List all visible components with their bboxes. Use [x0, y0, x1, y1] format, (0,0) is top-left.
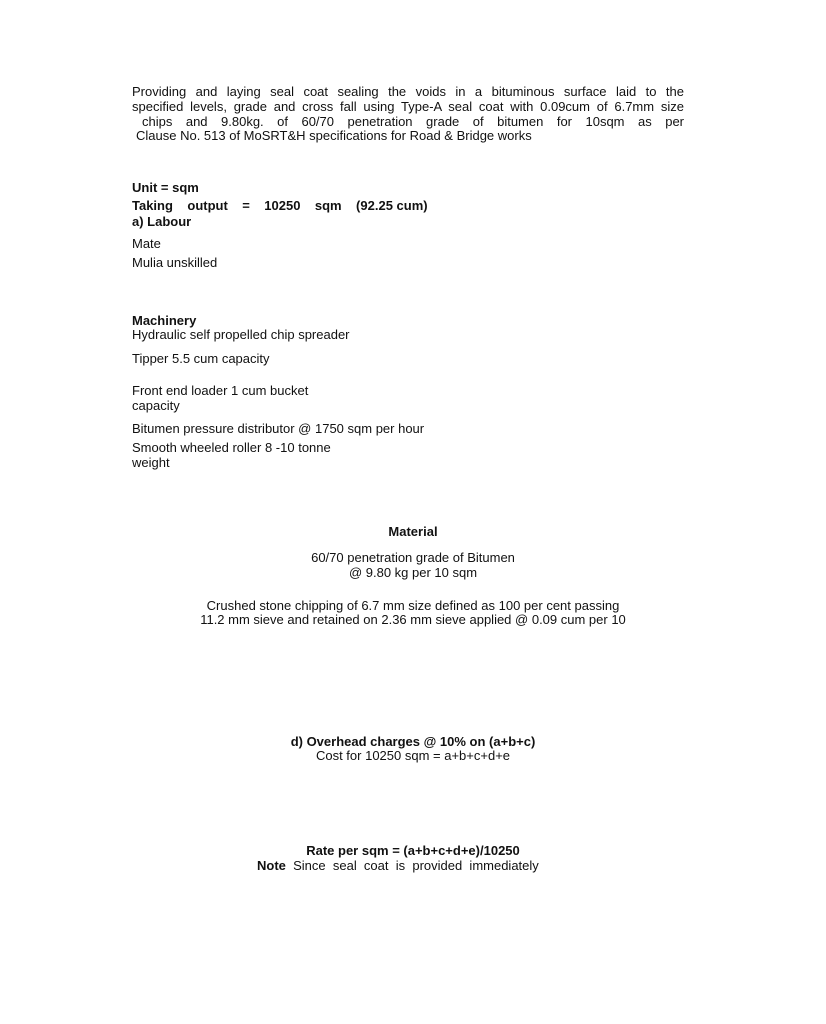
clipped-fragment: a) Labour [132, 214, 192, 229]
machinery-heading: Machinery [132, 313, 197, 328]
intro-line-1: Providing and laying seal coat sealing the voids in a bituminous surface laid to the [132, 84, 684, 99]
note-text: Since seal coat is provided immediately [285, 858, 539, 873]
machinery-item: Front end loader 1 cum bucket [132, 383, 309, 398]
labour-mulia: Mulia unskilled [132, 255, 218, 270]
overhead-heading: d) Overhead charges @ 10% on (a+b+c) [290, 734, 536, 749]
intro-line-4: Clause No. 513 of MoSRT&H specifications for Road & Bridge works [136, 128, 532, 143]
machinery-item: Smooth wheeled roller 8 -10 tonne [132, 440, 331, 455]
machinery-item: Bitumen pressure distributor @ 1750 sqm per hour [132, 421, 425, 436]
material-bitumen-line-1: 60/70 penetration grade of Bitumen [311, 550, 515, 565]
machinery-item: capacity [132, 398, 180, 413]
note-label: Note [257, 858, 286, 873]
material-chipping-line-1: Crushed stone chipping of 6.7 mm size defined as 100 per cent passing [206, 598, 620, 613]
intro-line-3: chips and 9.80kg. of 60/70 penetration grade of bitumen for 10sqm as per [142, 114, 684, 129]
machinery-item: Hydraulic self propelled chip spreader [132, 327, 350, 342]
labour-mate: Mate [132, 236, 161, 251]
intro-line-2: specified levels, grade and cross fall using Type-A seal coat with 0.09cum of 6.7mm size [132, 99, 684, 114]
material-bitumen-line-2: @ 9.80 kg per 10 sqm [348, 565, 478, 580]
machinery-item: weight [132, 455, 170, 470]
machinery-item: Tipper 5.5 cum capacity [132, 351, 270, 366]
note-line [257, 858, 539, 873]
material-heading: Material [388, 524, 438, 539]
rate-heading: Rate per sqm = (a+b+c+d+e)/10250 [306, 843, 520, 858]
taking-output: Taking output = 10250 sqm (92.25 cum) [132, 198, 428, 213]
material-chipping-line-2: 11.2 mm sieve and retained on 2.36 mm sieve applied @ 0.09 cum per 10 [200, 612, 626, 627]
overhead-cost: Cost for 10250 sqm = a+b+c+d+e [315, 748, 511, 763]
unit-label: Unit = sqm [132, 180, 199, 195]
